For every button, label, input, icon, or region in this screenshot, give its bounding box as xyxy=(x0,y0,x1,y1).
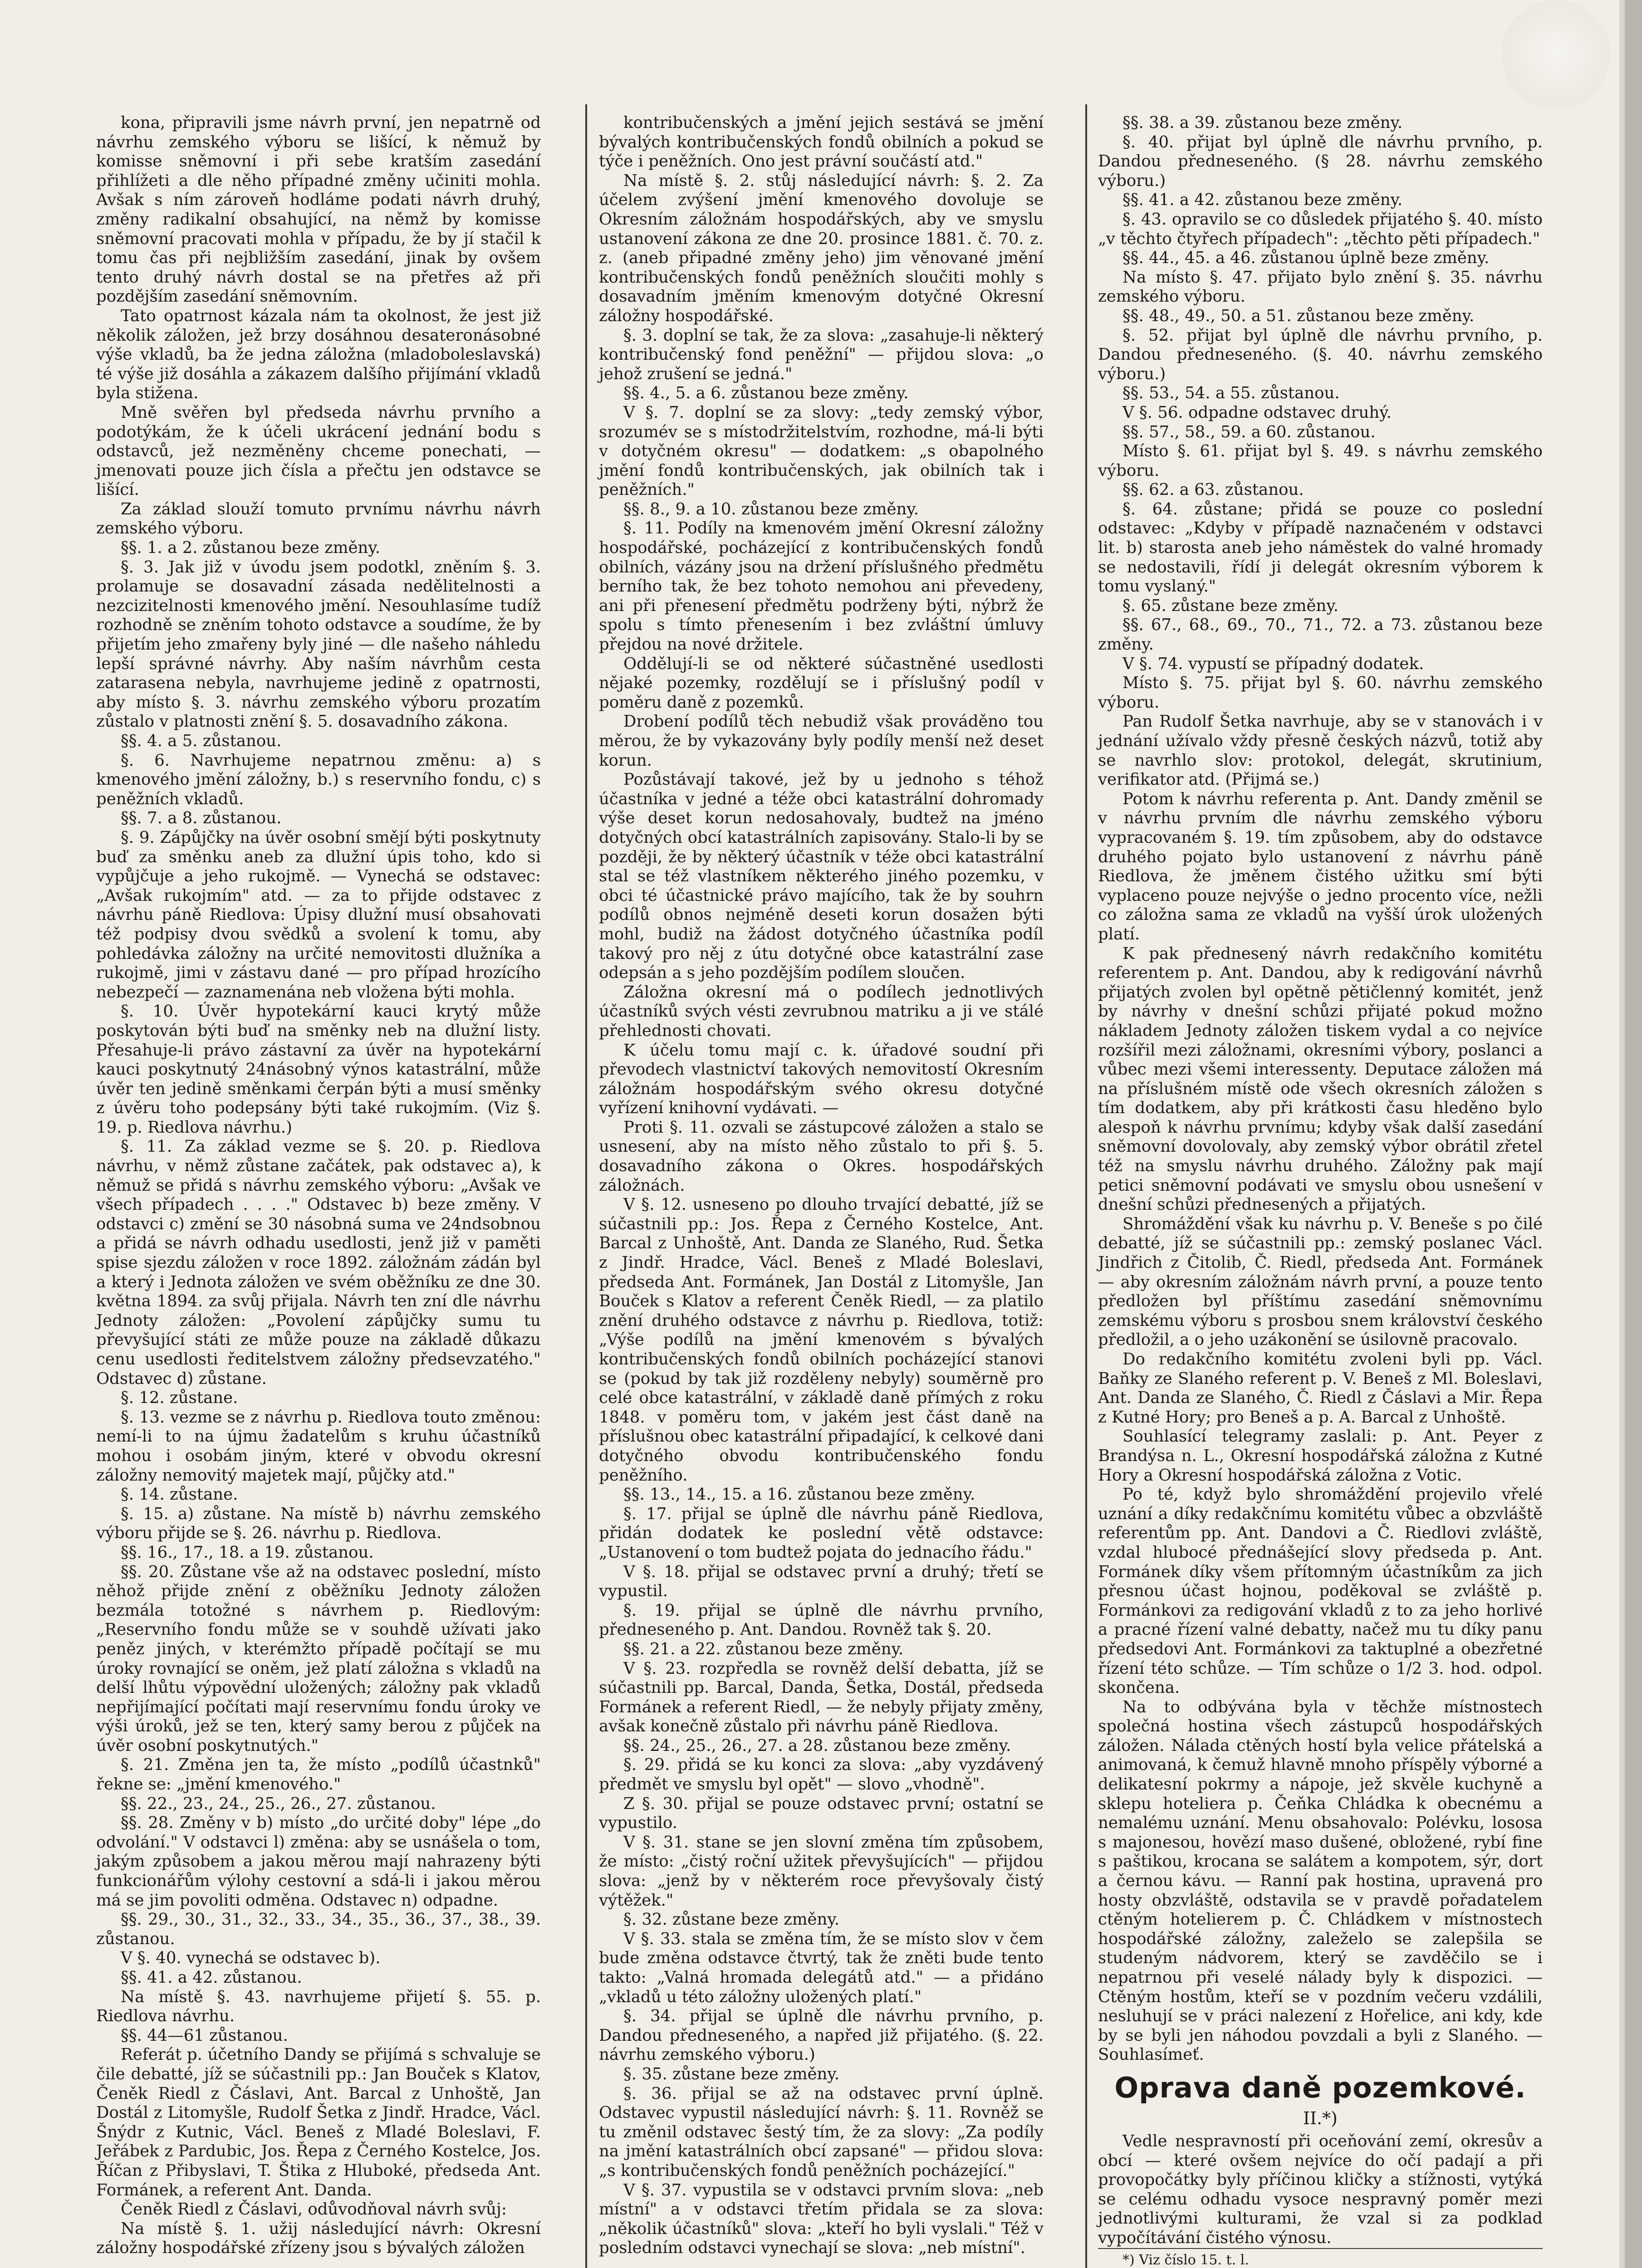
article-paragraph: §§. 67., 68., 69., 70., 71., 72. a 73. zůstanou beze změny. xyxy=(1098,616,1543,654)
article-paragraph: Na místo §. 47. přijato bylo znění §. 35. návrhu zemského výboru. xyxy=(1098,268,1543,306)
article-paragraph: §§. 48., 49., 50. a 51. zůstanou beze změny. xyxy=(1122,306,1475,325)
article-heading: Oprava daně pozemkové. xyxy=(1114,2071,1526,2104)
article-paragraph: Do redakčního komitétu zvoleni byli pp. Václ. Baňky ze Slaného referent p. V. Beneš z Ml. Boleslavi, Ant. Danda ze Slaného, Č. Riedl z Čáslavi a Mir. Řepa z Kutné Hory; pro Beneš a p. A. Barcal z Unhoště. xyxy=(1098,1350,1543,1427)
article-paragraph: §. 64. zůstane; přidá se pouze co poslední odstavec: „Kdyby v případě naznačeném v odstavci lit. b) starosta aneb jeho náměstek do valné hromady se nedostavili, řídí ji delegát okresním výborem k tomu vyslaný." xyxy=(1098,499,1543,596)
article-paragraph: §§. 7. a 8. zůstanou. xyxy=(121,809,282,828)
article-paragraph: Mně svěřen byl předseda návrhu prvního a podotýkám, že k účeli ukrácení jednání bodu s odstavců, jež nezměněny chceme ponechati, — jmenovati pouze jich čísla a přečtu jen odstavce se lišící. xyxy=(96,403,541,499)
article-paragraph: §. 15. a) zůstane. Na místě b) návrhu zemského výboru přijde se §. 26. návrhu p. Riedlova. xyxy=(96,1504,541,1543)
article-paragraph: K pak přednesený návrh redakčního komitétu referentem p. Ant. Dandou, aby k redigování návrhů přijatých zvolen byl opětně pětičlenný komitét, jenž by návrhy v dnešní schůzi přijaté pokud možno nákladem Jednoty záložen tiskem vydal a co nejvíce rozšířil mezi záložnami, okresními výbory, poslanci a vůbec mezi všemi interessenty. Deputace záložen má na příslušném místě ode všech okresních záložen s tím dodatkem, aby při krátkosti času hleděno bylo alespoň k návrhu prvnímu; kdyby však další zasedání sněmovní dovolovaly, aby zemský výbor obrátil zřetel též na smyslu návrhu druhého. Záložny pak mají petici sněmovní podávati ve smyslu obou usnešení v dnešní schůzi přednesených a přijatých. xyxy=(1098,944,1543,1214)
article-paragraph: Pan Rudolf Šetka navrhuje, aby se v stanovách i v jednání užívalo vždy přesně českých názvů, totiž aby se navrhlo slov: protokol, delegát, skrutinium, verifikator atd. (Přijmá se.) xyxy=(1098,712,1543,789)
article-paragraph: V §. 40. vynechá se odstavec b). xyxy=(121,1949,381,1968)
article-paragraph: Na místě §. 2. stůj následující návrh: §. 2. Za účelem zvýšení jmění kmenového dovoluje se Okresním záložnám hospodářských, aby ve smyslu ustanovení zákona ze dne 20. prosince 1881. č. 70. z. z. (aneb připadné změny jeho) jim věnované jmění kontribučenských fondů peněžních sloučiti mohly s dosavadním jměním kmenovým dotyčné Okresní záložny hospodářské. xyxy=(599,171,1044,325)
article-paragraph: §. 17. přijal se úplně dle návrhu páně Riedlova, přidán dodatek ke poslední větě odstavce: „Ustanovení o tom budtež pojata do jednacího řádu." xyxy=(599,1504,1044,1562)
article-column-1 xyxy=(96,113,541,2258)
article-paragraph: V §. 74. vypustí se případný dodatek. xyxy=(1122,654,1424,673)
page-edge xyxy=(1625,0,1642,2268)
article-paragraph: §§. 4. a 5. zůstanou. xyxy=(121,732,282,750)
article-paragraph: kontribučenských a jmění jejich sestává se jmění bývalých kontribučenských fondů obilních a pokud se týče i peněžních. Ono jest právní součástí atd." xyxy=(599,113,1044,171)
article-paragraph: §§. 44—61 zůstanou. xyxy=(121,2026,288,2045)
article-subheading: II.*) xyxy=(1303,2108,1338,2128)
article-paragraph: §. 29. přidá se ku konci za slova: „aby vyzdávený předmět ve smyslu byl opět" — slovo „vhodně". xyxy=(599,1755,1044,1794)
article-paragraph: §. 19. přijal se úplně dle návrhu prvního, předneseného p. Ant. Dandou. Rovněž tak §. 20. xyxy=(599,1601,1044,1639)
article-paragraph: Z §. 30. přijal se pouze odstavec první; ostatní se vypustilo. xyxy=(599,1794,1044,1833)
article-paragraph: Souhlasící telegramy zaslali: p. Ant. Peyer z Brandýsa n. L., Okresní hospodářská záložna z Kutné Hory a Okresní hospodářská záložna z Votic. xyxy=(1098,1427,1543,1485)
article-paragraph: Místo §. 75. přijat byl §. 60. návrhu zemského výboru. xyxy=(1098,674,1543,712)
article-paragraph: K účelu tomu mají c. k. úřadové soudní při převodech vlastnictví takových nemovitostí Okresním záložnám hospodářským svého okresu dotyčné vyřízení knihovní vydávati. — xyxy=(599,1041,1044,1118)
article-paragraph: §. 35. zůstane beze změny. xyxy=(623,2064,840,2083)
article-paragraph: Referát p. účetního Dandy se přijímá s schvaluje se čile debatté, jíž se súčastnili pp.: Jan Bouček s Klatov, Čeněk Riedl z Čáslavi, Ant. Barcal z Unhoště, Jan Dostál z Litomyšle, Rudolf Šetka z Jindř. Hradce, Václ. Šnýdr z Kutnic, Václ. Beneš z Mladé Boleslavi, F. Jeřábek z Pardubic, Jos. Řepa z Černého Kostelce, Jos. Říčan z Přibyslavi, T. Štika z Hluboké, předseda Ant. Formánek, a referent Ant. Danda. xyxy=(96,2045,541,2200)
article-paragraph: Místo §. 61. přijat byl §. 49. s návrhu zemského výboru. xyxy=(1098,442,1543,480)
article-column-2 xyxy=(599,113,1044,2258)
article-paragraph: Na to odbývána byla v těchže místnostech společná hostina všech zástupců hospodářských záložen. Nálada ctěných hostí byla velice přátelská a animovaná, k čemuž hlavně mnoho příspěly výborné a delikatesní pokrmy a nápoje, jež skvěle kuchyně a sklepu hoteliera p. Čeňka Chládka k obecnému a nemalému uznání. Menu obsahovalo: Polévku, lososa s majonesou, hovězí maso dušené, obložené, rybí fine s paštikou, krocana se salátem a kompotem, sýr, dort a černou kávu. — Ranní pak hostina, upravená pro hosty obzvláště, odstavila se v pravdě pořadatelem ctěným hotelierem p. Č. Chládkem v místnostech hospodářské záložny, zaleželo se zalepšila se studeným nádvorem, který se zavděčilo se i nepatrnou při veselé nálady byly k dispozici. — Ctěným hostům, kteří se v pozdním večeru vzdálili, nesluhují se v práci nalezení z Hořelice, ani kdy, kde by se byli jen náhodou povzdali a byli z Slaného. — Souhlasímeť. xyxy=(1098,1697,1543,2064)
article-paragraph: Oddělují-li se od některé súčastněné usedlosti nějaké pozemky, rozdělují se i příslušný podíl v poměru daně z pozemků. xyxy=(599,654,1044,712)
article-paragraph: §. 52. přijat byl úplně dle návrhu prvního, p. Dandou předneseného. (§. 40. návrhu zemského výboru.) xyxy=(1098,326,1543,383)
paper-stain xyxy=(1501,0,1610,109)
article-paragraph: §§. 38. a 39. zůstanou beze změny. xyxy=(1122,113,1403,132)
column-rule xyxy=(585,104,587,2268)
article-paragraph: Shromáždění však ku návrhu p. V. Beneše s po čilé debatté, jíž se súčastnili pp.: zemský poslanec Václ. Jindřich z Čitolib, Č. Riedl, předseda Ant. Formánek — aby okresním záložnám návrh první, a pouze tento předložen byl příštímu zasedání sněmovnímu zemskému výboru s prosbou snem království českého předložil, a o jeho uzákonění se úsilovně pracovalo. xyxy=(1098,1214,1543,1349)
article-paragraph: §§. 13., 14., 15. a 16. zůstanou beze změny. xyxy=(623,1485,975,1504)
article-lead-paragraph: Vedle nespravností při oceňování zemí, okresův a obcí — které ovšem nejvíce do očí padají a při provopočátky byly příčinou kličky a stížnosti, vytýká se celému odhadu vysoce nespravný poměr mezi jednotlivými kulturami, že vzal si za podklad vypočítávání čistého výnosu. xyxy=(1098,2131,1543,2247)
article-paragraph: §. 11. Za základ vezme se §. 20. p. Riedlova návrhu, v němž zůstane začátek, pak odstavec a), k němuž se přidá s návrhu zemského výboru: „Avšak ve všech případech . . . ." Odstavec b) beze změny. V odstavci c) změní se 30 násobná suma ve 24ndsobnou a přidá se návrh odhadu usedlosti, jenž již v paměti spise sjezdu záložen v roce 1892. záložnám zádán byl a který i Jednota záložen ve svém oběžníku ze dne 30. května 1894. za svůj přijala. Návrh ten zní dle návrhu Jednoty záložen: „Povolení zápůjčky sumu tu převyšující státi ze může pouze na základě důkazu cenu usedlosti ředitelstvem záložny předsevzatého." Odstavec d) zůstane. xyxy=(96,1137,541,1388)
article-paragraph: §§. 16., 17., 18. a 19. zůstanou. xyxy=(121,1543,374,1562)
article-paragraph: §§. 29., 30., 31., 32., 33., 34., 35., 36., 37., 38., 39. zůstanou. xyxy=(96,1910,541,1948)
article-paragraph: §§. 4., 5. a 6. zůstanou beze změny. xyxy=(623,384,909,403)
article-paragraph: §. 13. vezme se z návrhu p. Riedlova touto změnou: nemí-li to na újmu žadatelům s kruhu účastníků mohou i osobám jiným, které v obvodu okresní záložny nemovitý majetek mají, půjčky atd." xyxy=(96,1408,541,1485)
article-paragraph: V §. 23. rozpředla se rovněž delší debatta, jíž se súčastnili pp. Barcal, Danda, Šetka, Dostál, předseda Formánek a referent Riedl, — že nebyly přijaty změny, avšak konečně zůstalo při návrhu páně Riedlova. xyxy=(599,1659,1044,1736)
article-paragraph: V §. 37. vypustila se v odstavci prvním slova: „neb místní" a v odstavci třetím přidala se za slova: „několik účastníků" slova: „kteří ho byli vyslali." Též v posledním odstavci vynechají se slova: „neb místní". xyxy=(599,2180,1044,2258)
article-paragraph: §§. 53., 54. a 55. zůstanou. xyxy=(1122,384,1340,403)
article-paragraph: §. 10. Úvěr hypotekární kauci krytý může poskytován býti buď na směnky neb na dlužní listy. Přesahuje-li právo zástavní za úvěr na hypotekární kauci poskytnutý 24násobný výnos katastrální, může úvěr ten jedině směnkami čerpán býti a musí směnky z úvěru toho podepsány býti také rukojmím. (Viz §. 19. p. Riedlova návrhu.) xyxy=(96,1002,541,1137)
article-paragraph: Po té, když bylo shromáždění projevilo vřelé uznání a díky redakčnímu komitétu vůbec a obzvláště referentům pp. Ant. Dandovi a Č. Riedlovi zvláště, vzdal hlubocé přednášející slovy předseda p. Ant. Formánek díky všem přítomným účastníkům za jich přesnou účast hojnou, poděkoval se zvláště p. Formánkovi za redigování vkladů z to za jeho horlivé a pracné řízení valné debatty, načež mu tu díky panu předsedovi Ant. Formánkovi za taktuplné a obezřetné řízení této schůze. — Tím schůze o 1/2 3. hod. odpol. skončena. xyxy=(1098,1485,1543,1697)
article-paragraph: §. 14. zůstane. xyxy=(121,1485,238,1504)
article-paragraph: §. 32. zůstane beze změny. xyxy=(623,1910,840,1929)
article-paragraph: V §. 33. stala se změna tím, že se místo slov v čem bude změna odstavce čtvrtý, tak že zněti bude tento takto: „Valná hromada delegátů atd." — a přidáno „vkladů u této záložny uložených platí." xyxy=(599,1929,1044,2006)
article-paragraph: §. 36. přijal se až na odstavec první úplně. Odstavec vypustil následující návrh: §. 11. Rovněž se tu změnil odstavec šestý tím, že za slovy: „Za podíly na jmění katastrálních obcí zapsané" — přidou slova: „s kontribučenských fondů peněžních pocházející." xyxy=(599,2084,1044,2180)
article-paragraph: §§. 1. a 2. zůstanou beze změny. xyxy=(121,538,381,557)
article-paragraph: Čeněk Riedl z Čáslavi, odůvodňoval návrh svůj: xyxy=(121,2200,507,2219)
article-paragraph: V §. 7. doplní se za slovy: „tedy zemský výbor, srozumév se s místodržitelstvím, rozhodne, má-li býti v dotyčném okresu" — dodatkem: „s obapolného jmění fondů kontribučenských, jak obilních tak i peněžních." xyxy=(599,403,1044,499)
article-paragraph: Potom k návrhu referenta p. Ant. Dandy změnil se v návrhu prvním dle návrhu zemského výboru vypracovaném §. 19. tím způsobem, aby do odstavce druhého pojato bylo ustanovení z návrhu páně Riedlova, že jměnem čistého užitku smí býti vyplaceno pouze nejvýše o jedno procento více, nežli co záložna sama ze vkladů na vyšší úrok uložených platí. xyxy=(1098,789,1543,943)
article-paragraph: Proti §. 11. ozvali se zástupcové záložen a stalo se usnesení, aby na místo něho zůstalo to při §. 5. dosavadního zákona o Okres. hospodářských záložnách. xyxy=(599,1118,1044,1195)
page-edge-shadow xyxy=(1619,0,1625,2268)
article-paragraph: Pozůstávají takové, jež by u jednoho s téhož účastníka v jedné a téže obci katastrální dohromady výše deset korun nedosahovaly, budtež na jméno dotyčných obcí katastrálních zapisovány. Stalo-li by se později, že by některý účastník v téže obci katastrální stal se též vlastníkem některého jiného pozemku, v obci té účastnické právo majícího, tak že by souhrn podílů obnos nejméně deseti korun dosažen býti mohl, budiž na žádost dotyčného účastníka podíl takový pro něj z útu dotyčné obce katastrální zase odepsán a s jeho pozdějším podílem sloučen. xyxy=(599,770,1044,982)
article-paragraph: §§. 41. a 42. zůstanou beze změny. xyxy=(1122,191,1403,210)
article-paragraph: Tato opatrnost kázala nám ta okolnost, že jest již několik záložen, jež brzy dosáhnou desateronásobné výše vkladů, ba že jedna záložna (mladoboleslavská) té výše již dosáhla a zákazem dalšího přijímání vkladů byla stižena. xyxy=(96,306,541,403)
article-paragraph: Drobení podílů těch nebudiž však prováděno tou měrou, že by vykazovány byly podíly menší než deset korun. xyxy=(599,712,1044,770)
article-paragraph: kona, připravili jsme návrh první, jen nepatrně od návrhu zemského výboru se lišící, k němuž by komisse sněmovní i při sebe kratším zasedání přihlížeti a dle něho případné změny učiniti mohla. Avšak s ním zároveň hodláme podati návrh druhý, změny radikalní obsahující, na němž by komisse sněmovní pracovati mohla v případu, že by jí stačil k tomu čas při nejbližším zasedání, jinak by ovšem tento druhý návrh dostal se na přetřes až při pozdějším zasedání sněmovním. xyxy=(96,113,541,306)
article-paragraph: V §. 56. odpadne odstavec druhý. xyxy=(1122,403,1392,422)
article-paragraph: §§. 57., 58., 59. a 60. zůstanou. xyxy=(1122,422,1376,441)
article-paragraph: V §. 18. přijal se odstavec první a druhý; třetí se vypustil. xyxy=(599,1562,1044,1601)
article-paragraph: §§. 20. Zůstane vše až na odstavec poslední, místo něhož přijde znění z oběžníku Jednoty záložen bezmála totožné s návrhem p. Riedlovým: „Reservního fondu může se v souhdě užívati jako peněz jiných, v kterémžto případě počítají se mu úroky rovnající se oněm, jež platí záložna s vkladů na delší lhůtu výpovědní uložených; záložny pak vkladů nepřijímající počítati mají reservnímu fondu úroky ve výši úroků, jež se ten, který samy berou z půjček na úvěr osobní poskytnutých." xyxy=(96,1562,541,1755)
article-paragraph: §§. 21. a 22. zůstanou beze změny. xyxy=(623,1639,904,1658)
footnote: *) Viz číslo 15. t. l. xyxy=(1098,2248,1543,2268)
article-paragraph: §. 40. přijat byl úplně dle návrhu prvního, p. Dandou předneseného. (§ 28. návrhu zemského výboru.) xyxy=(1098,132,1543,190)
article-paragraph: §. 3. Jak již v úvodu jsem podotkl, zněním §. 3. prolamuje se dosavadní zásada nedělitelnosti a nezcizitelnosti kmenového jmění. Nesouhlasíme tudíž rozhodně se zněním tohoto odstavce a soudíme, že by přijetím jeho zmařeny byly jiné — dle našeho náhledu lepší správné návrhy. Aby naším návrhům cesta zatarasena nebyla, navrhujeme jedině z opatrnosti, aby místo §. 3. návrhu zemského výboru prozatím zůstalo v platnosti znění §. 5. dosavadního zákona. xyxy=(96,557,541,731)
article-paragraph: §. 65. zůstane beze změny. xyxy=(1122,596,1339,615)
article-paragraph: §§. 22., 23., 24., 25., 26., 27. zůstanou. xyxy=(121,1794,436,1813)
article-paragraph: §. 3. doplní se tak, že za slova: „zasahuje-li některý kontribučenský fond peněžní" — přijdou slova: „o jehož zrušení se jedná." xyxy=(599,326,1044,383)
article-paragraph: §. 6. Navrhujeme nepatrnou změnu: a) s kmenového jmění záložny, b.) s reservního fondu, c) s peněžních vkladů. xyxy=(96,751,541,808)
article-paragraph: §. 9. Zápůjčky na úvěr osobní smějí býti poskytnuty buď za směnku aneb za dlužní úpis toho, kdo si vypůjčuje a jeho rukojmě. — Vynechá se odstavec: „Avšak rukojmím" atd. — za to přijde odstavec z návrhu páně Riedlova: Úpisy dlužní musí obsahovati též podpisy dvou svědků a svolení k tomu, aby pohledávka záložny na určité nemovitosti dlužníka a rukojmě, jimi v zástavu dané — pro případ hrozícího nebezpečí — zaznamenána neb vložena býti mohla. xyxy=(96,828,541,1002)
article-paragraph: §. 11. Podíly na kmenovém jmění Okresní záložny hospodářské, pocházející z kontribučenských fondů obilních, vázány jsou na držení příslušného předmětu berního tak, že bez tohoto nemohou ani převedeny, ani při přenesení předmětu podrženy býti, nýbrž že spolu s tímto přenesením i bez zvláštní úmluvy přejdou na nové držitele. xyxy=(599,519,1044,654)
article-paragraph: Na místě §. 1. užij následující návrh: Okresní záložny hospodářské zřízeny jsou s bývalých záložen xyxy=(96,2219,541,2258)
article-paragraph: Za základ slouží tomuto prvnímu návrhu návrh zemského výboru. xyxy=(96,499,541,538)
column-rule xyxy=(1085,104,1087,2268)
article-paragraph: §. 12. zůstane. xyxy=(121,1388,238,1408)
article-paragraph: Záložna okresní má o podílech jednotlivých účastníků svých vésti zevrubnou matriku a ji ve stálé přehlednosti chovati. xyxy=(599,982,1044,1040)
article-paragraph: Na místě §. 43. navrhujeme přijetí §. 55. p. Riedlova návrhu. xyxy=(96,1987,541,2026)
article-paragraph: §§. 24., 25., 26., 27. a 28. zůstanou beze změny. xyxy=(623,1736,1011,1755)
article-paragraph: §§. 28. Změny v b) místo „do určité doby" lépe „do odvolání." V odstavci l) změna: aby se usnášela o tom, jakým způsobem a jakou měrou mají nahrazeny býti funkcionářům výlohy cestovní a sdá-li i jakou měrou má se jim povoliti odměna. Odstavec n) odpadne. xyxy=(96,1813,541,1910)
article-paragraph: §. 34. přijal se úplně dle návrhu prvního, p. Dandou předneseného, a napřed již přijatého. (§. 22. návrhu zemského výboru.) xyxy=(599,2007,1044,2064)
article-paragraph: V §. 12. usneseno po dlouho trvající debatté, jíž se súčastnili pp.: Jos. Řepa z Černého Kostelce, Ant. Barcal z Unhoště, Ant. Danda ze Slaného, Rud. Šetka z Jindř. Hradce, Václ. Beneš z Mladé Boleslavi, předseda Ant. Formánek, Jan Dostál z Litomyšle, Jan Bouček s Klatov a referent Čeněk Riedl, — za platilo znění druhého odstavce z návrhu p. Riedlova, totiž: „Výše podílů na jmění kmenovém s bývalých kontribučenských fondů obilních pocházející stanovi se (pokud by tak již rozděleny nebyly) souměrně pro celé obce katastrální, v základě daně přímých z roku 1848. v poměru tom, v jakém jest část daně na příslušnou obec katastrální připadající, k celkové dani dotyčného obvodu kontribučenského fondu peněžního. xyxy=(599,1195,1044,1485)
article-paragraph: V §. 31. stane se jen slovní změna tím způsobem, že místo: „čistý roční užitek převyšujících" — přijdou slova: „jenž by v některém roce převyšovaly čistý výtěžek." xyxy=(599,1833,1044,1910)
article-paragraph: §§. 8., 9. a 10. zůstanou beze změny. xyxy=(623,499,919,518)
article-paragraph: §. 21. Změna jen ta, že místo „podílů účastnků" řekne se: „jmění kmenového." xyxy=(96,1755,541,1794)
article-paragraph: §§. 44., 45. a 46. zůstanou úplně beze změny. xyxy=(1122,249,1490,268)
column-3-body xyxy=(1098,113,1543,2065)
article-paragraph: §§. 41. a 42. zůstanou. xyxy=(121,1968,302,1987)
article-column-3 xyxy=(1098,113,1543,2268)
article-paragraph: §. 43. opravilo se co důsledek přijatého §. 40. místo „v těchto čtyřech případech": „těchto pěti případech." xyxy=(1098,210,1543,248)
article-paragraph: §§. 62. a 63. zůstanou. xyxy=(1122,480,1304,499)
